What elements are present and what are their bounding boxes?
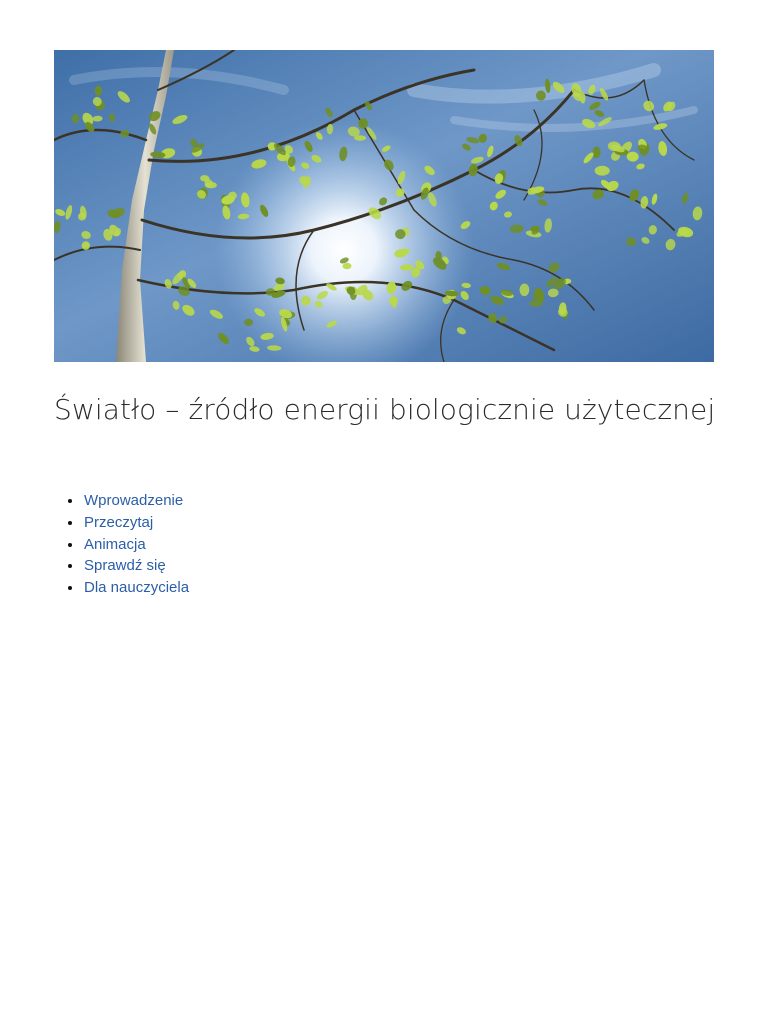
toc-item-sprawdz-sie [84,555,189,577]
table-of-contents [54,490,189,599]
page-title: Światło – źródło energii biologicznie użytecznej [54,393,716,426]
toc-item-animacja [84,534,189,556]
toc-item-przeczytaj [84,512,189,534]
toc-link[interactable]: Animacja [84,535,146,553]
toc-link[interactable]: Sprawdź się [84,557,166,575]
leaf [529,300,543,306]
toc-item-dla-nauczyciela [84,577,189,599]
toc-link[interactable]: Dla nauczyciela [84,579,190,597]
toc-link[interactable]: Przeczytaj [84,513,154,531]
hero-illustration [54,50,714,362]
toc-link[interactable]: Wprowadzenie [84,492,184,509]
toc-item-wprowadzenie [84,490,189,512]
hero-image [54,50,714,362]
